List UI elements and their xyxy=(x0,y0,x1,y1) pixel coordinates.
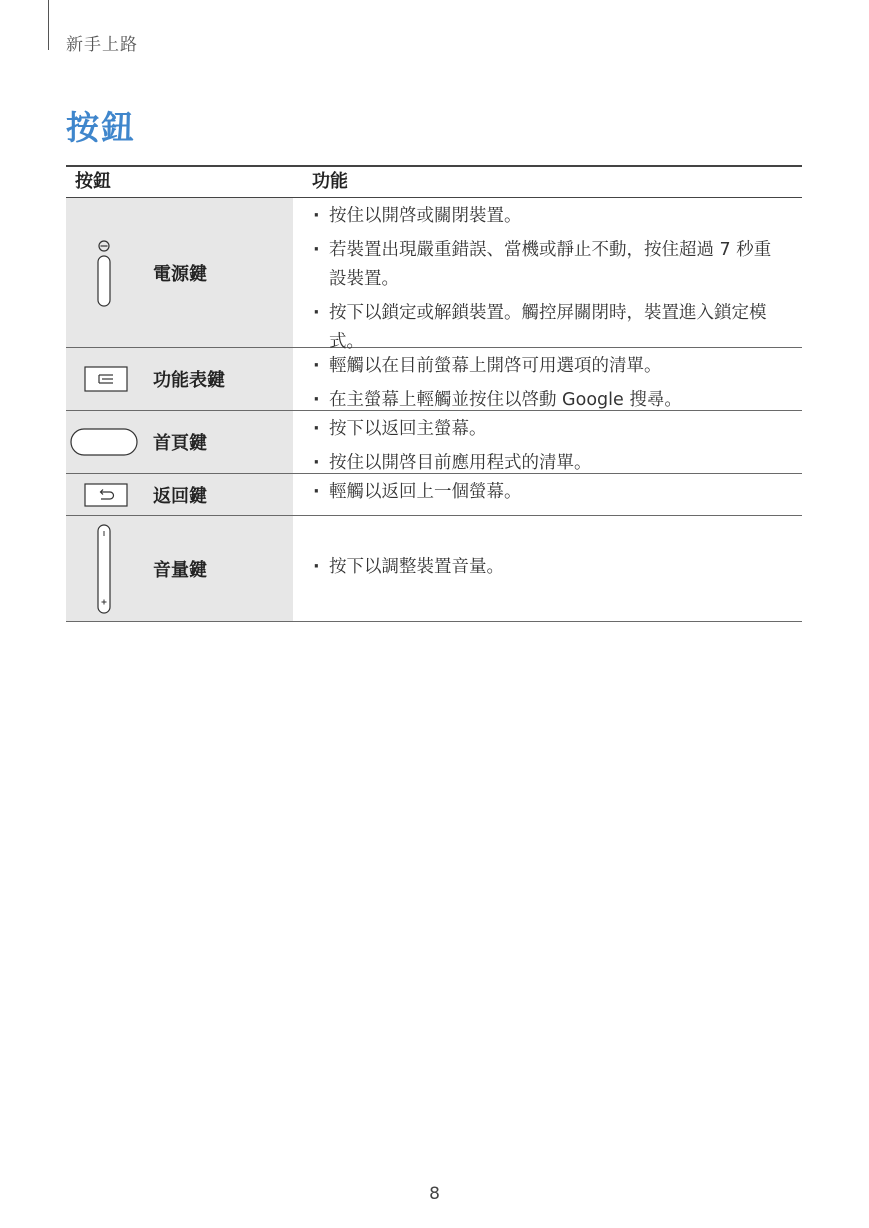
column-header-function: 功能 xyxy=(312,171,348,192)
function-cell xyxy=(293,516,802,621)
list-item: · 若裝置出現嚴重錯誤、當機或靜止不動，按住超過 7 秒重設裝置。 xyxy=(311,236,784,294)
key-name: 音量鍵 xyxy=(153,559,207,581)
list-item: · 按下以返回主螢幕。 xyxy=(311,415,784,444)
list-item: · 按下以調整裝置音量。 xyxy=(311,553,504,582)
page-title: 按鈕 xyxy=(66,108,136,147)
function-list xyxy=(311,352,784,415)
power-key-icon xyxy=(94,239,114,307)
buttons-table xyxy=(66,165,802,622)
table-row-back-key xyxy=(66,474,802,516)
back-key-icon xyxy=(84,483,128,507)
button-cell xyxy=(66,198,293,347)
table-header xyxy=(66,165,802,198)
list-item: · 按下以鎖定或解鎖裝置。觸控屏關閉時，裝置進入鎖定模式。 xyxy=(311,299,784,357)
column-header-button: 按鈕 xyxy=(75,171,111,192)
list-item: · 在主螢幕上輕觸並按住以啓動 Google 搜尋。 xyxy=(311,386,784,415)
page-number: 8 xyxy=(429,1184,440,1204)
table-row-home-key xyxy=(66,411,802,474)
key-name: 功能表鍵 xyxy=(153,370,225,391)
function-cell xyxy=(293,348,802,410)
function-cell xyxy=(293,411,802,473)
list-item: · 按住以開啓或關閉裝置。 xyxy=(311,202,784,231)
table-row-volume-key xyxy=(66,516,802,622)
button-cell xyxy=(66,411,293,473)
button-cell xyxy=(66,474,293,515)
function-list xyxy=(311,553,504,587)
volume-key-icon xyxy=(96,524,112,614)
key-name: 電源鍵 xyxy=(153,263,207,285)
function-list xyxy=(311,478,784,507)
function-list xyxy=(311,202,784,357)
function-cell xyxy=(293,198,802,352)
list-item: · 輕觸以在目前螢幕上開啓可用選項的清單。 xyxy=(311,352,784,381)
list-item: · 輕觸以返回上一個螢幕。 xyxy=(311,478,784,507)
key-name: 首頁鍵 xyxy=(153,433,207,454)
button-cell xyxy=(66,516,293,621)
menu-key-icon xyxy=(84,366,128,392)
table-row-power-key xyxy=(66,198,802,352)
function-cell xyxy=(293,474,802,515)
home-key-icon xyxy=(70,428,138,456)
table-row-menu-key xyxy=(66,348,802,411)
key-name: 返回鍵 xyxy=(153,485,207,507)
button-cell xyxy=(66,348,293,410)
function-list xyxy=(311,415,784,478)
section-label: 新手上路 xyxy=(66,35,138,55)
list-item: · 按住以開啓目前應用程式的清單。 xyxy=(311,449,784,478)
margin-line xyxy=(48,0,49,50)
